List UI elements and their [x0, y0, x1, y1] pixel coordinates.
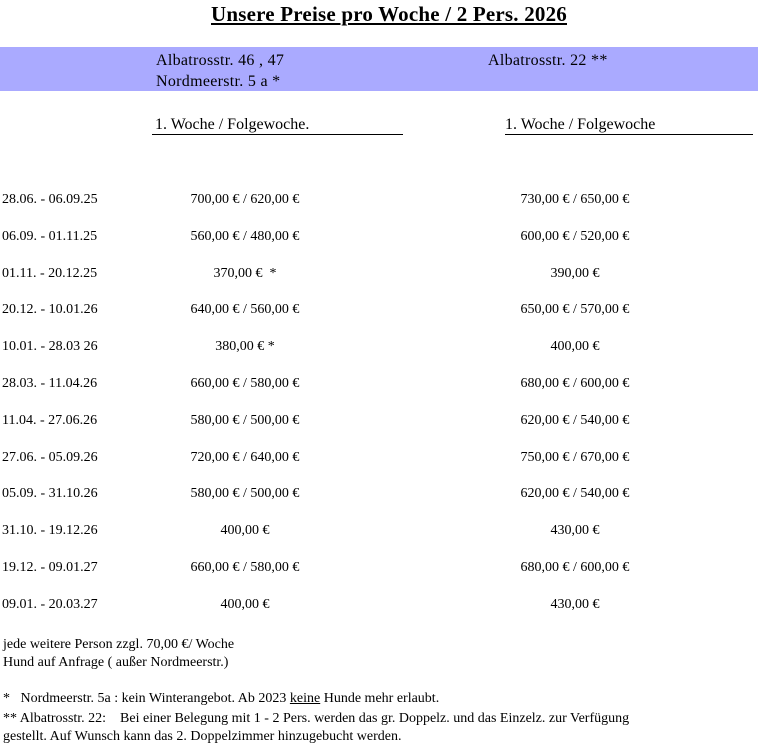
- price-column-2-cell: 730,00 € / 650,00 €: [520, 192, 630, 207]
- table-row: [0, 227, 758, 247]
- footnote-albatrosstr-line-2: gestellt. Auf Wunsch kann das 2. Doppelzimmer hinzugebucht werden.: [3, 729, 402, 744]
- column-2-address: Albatrosstr. 22 **: [488, 52, 608, 69]
- footnote-albatrosstr-line-1: ** Albatrosstr. 22: Bei einer Belegung mit 1 - 2 Pers. werden das gr. Doppelz. und das Einzelz. zur Verfügung: [3, 711, 630, 726]
- table-row: [0, 521, 758, 541]
- column-1-address-line-1: Albatrosstr. 46 , 47: [156, 52, 285, 69]
- footnote-1-suffix: Hunde mehr erlaubt.: [320, 691, 440, 706]
- table-row: [0, 411, 758, 431]
- price-column-1-cell: 700,00 € / 620,00 €: [190, 192, 300, 207]
- price-column-1-cell: 400,00 €: [220, 597, 270, 612]
- price-column-1-cell: 580,00 € / 500,00 €: [190, 486, 300, 501]
- dog-note: Hund auf Anfrage ( außer Nordmeerstr.): [3, 655, 229, 670]
- period-cell: 20.12. - 10.01.26: [2, 302, 98, 317]
- price-column-1-cell: 660,00 € / 580,00 €: [190, 376, 300, 391]
- table-row: [0, 190, 758, 210]
- period-cell: 28.06. - 06.09.25: [2, 192, 98, 207]
- price-column-1-cell: 660,00 € / 580,00 €: [190, 560, 300, 575]
- extra-person-note: jede weitere Person zzgl. 70,00 €/ Woche: [3, 637, 235, 652]
- period-cell: 28.03. - 11.04.26: [2, 376, 98, 391]
- price-column-1-cell: 380,00 € *: [215, 339, 275, 354]
- price-column-2-cell: 680,00 € / 600,00 €: [520, 560, 630, 575]
- price-column-1-cell: 640,00 € / 560,00 €: [190, 302, 300, 317]
- price-column-2-cell: 750,00 € / 670,00 €: [520, 450, 630, 465]
- table-row: [0, 484, 758, 504]
- period-cell: 11.04. - 27.06.26: [2, 413, 98, 428]
- column-2-header: 1. Woche / Folgewoche: [505, 116, 753, 135]
- column-1-address-line-2: Nordmeerstr. 5 a *: [156, 73, 281, 90]
- period-cell: 10.01. - 28.03 26: [2, 339, 98, 354]
- header-band: [0, 47, 758, 91]
- footnote-nordmeerstr: [3, 690, 439, 707]
- price-column-2-cell: 430,00 €: [550, 597, 600, 612]
- price-column-2-cell: 400,00 €: [550, 339, 600, 354]
- table-row: [0, 595, 758, 615]
- column-1-header: 1. Woche / Folgewoche.: [152, 116, 403, 135]
- price-column-1-cell: 400,00 €: [220, 523, 270, 538]
- table-row: [0, 337, 758, 357]
- price-column-2-cell: 390,00 €: [550, 266, 600, 281]
- price-column-2-cell: 430,00 €: [550, 523, 600, 538]
- price-column-1-cell: 370,00 € *: [213, 266, 277, 281]
- price-column-2-cell: 680,00 € / 600,00 €: [520, 376, 630, 391]
- price-column-2-cell: 650,00 € / 570,00 €: [520, 302, 630, 317]
- period-cell: 05.09. - 31.10.26: [2, 486, 98, 501]
- period-cell: 06.09. - 01.11.25: [2, 229, 98, 244]
- period-cell: 27.06. - 05.09.26: [2, 450, 98, 465]
- table-row: [0, 374, 758, 394]
- price-column-1-cell: 560,00 € / 480,00 €: [190, 229, 300, 244]
- period-cell: 01.11. - 20.12.25: [2, 266, 98, 281]
- footnote-1-keyword: keine: [289, 691, 321, 706]
- price-column-1-cell: 580,00 € / 500,00 €: [190, 413, 300, 428]
- table-row: [0, 558, 758, 578]
- table-row: [0, 448, 758, 468]
- price-column-2-cell: 620,00 € / 540,00 €: [520, 486, 630, 501]
- price-column-2-cell: 600,00 € / 520,00 €: [520, 229, 630, 244]
- period-cell: 31.10. - 19.12.26: [2, 523, 98, 538]
- table-row: [0, 300, 758, 320]
- footnote-1-prefix: * Nordmeerstr. 5a : kein Winterangebot. Ab 2023: [3, 691, 290, 706]
- table-row: [0, 264, 758, 284]
- page-title: Unsere Preise pro Woche / 2 Pers. 2026: [211, 2, 567, 26]
- price-column-2-cell: 620,00 € / 540,00 €: [520, 413, 630, 428]
- price-column-1-cell: 720,00 € / 640,00 €: [190, 450, 300, 465]
- period-cell: 09.01. - 20.03.27: [2, 597, 98, 612]
- period-cell: 19.12. - 09.01.27: [2, 560, 98, 575]
